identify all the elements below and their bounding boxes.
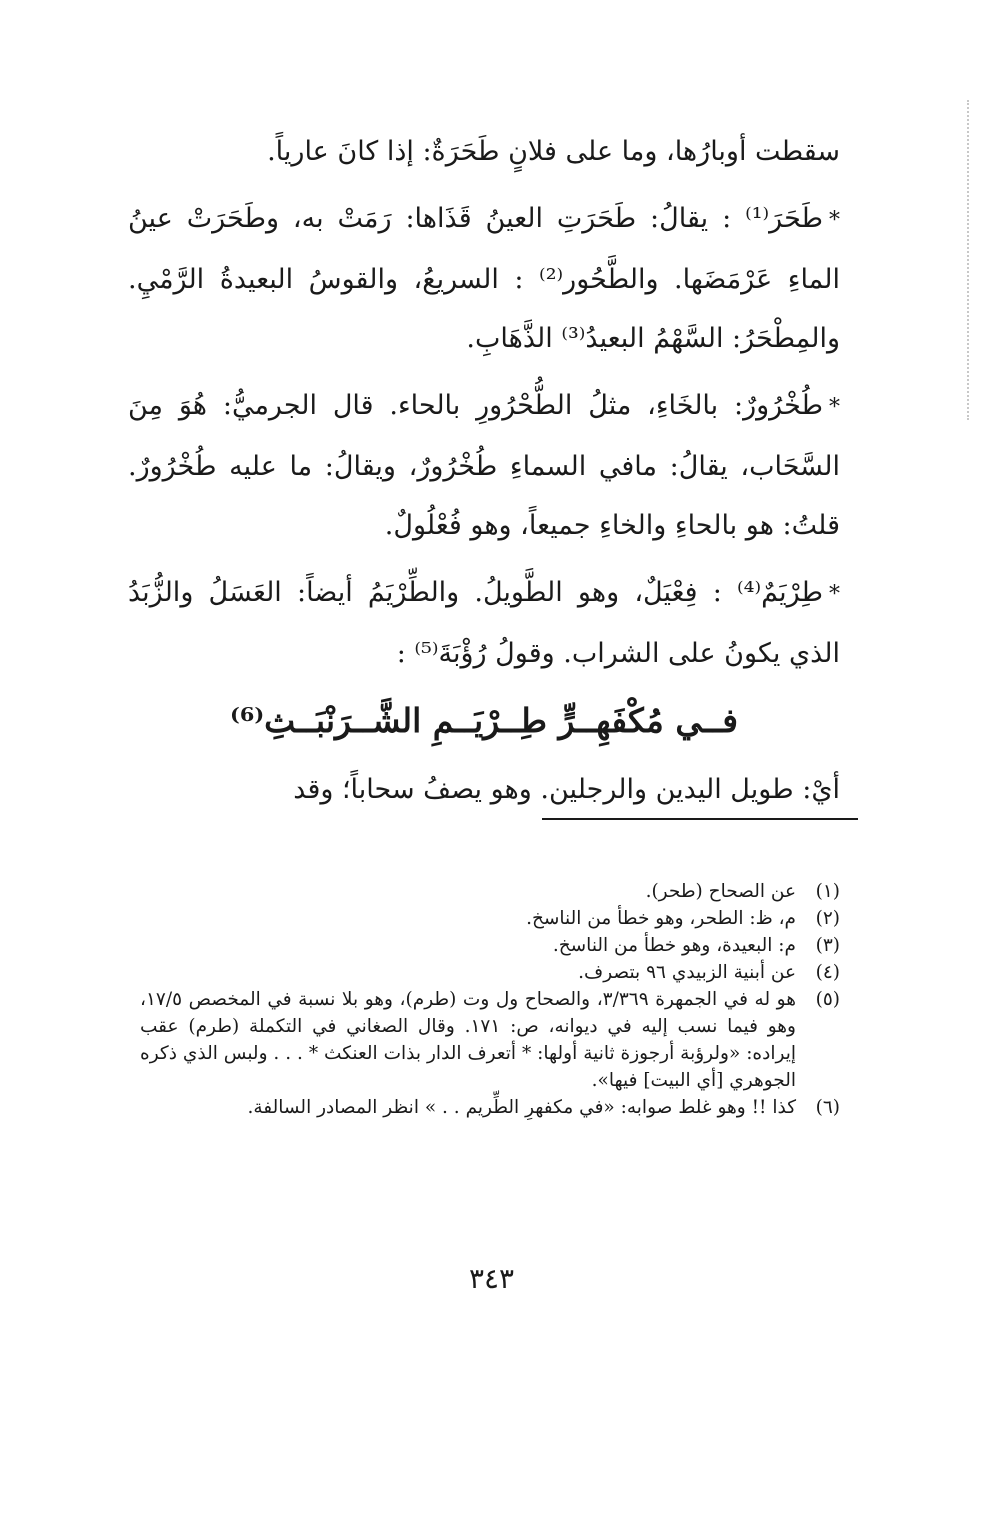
footnote-number: (٤): [815, 962, 840, 983]
footnote-text: م، ظ: الطحر، وهو خطأ من الناسخ.: [526, 908, 796, 929]
footnote-number: (١): [815, 881, 840, 902]
main-text: [128, 122, 840, 819]
footnote-text: كذا !! وهو غلط صوابه: «في مكفهرِ الطِّريم . . » انظر المصادر السالفة.: [247, 1097, 796, 1118]
footnote-text: عن الصحاح (طحر).: [645, 881, 796, 902]
footnote: [140, 986, 840, 1094]
entry-text: طُخْرُورٌ: بالخَاءِ، مثلُ الطُّحْرُورِ بالحاء. قال الجرميُّ: هُوَ مِنَ السَّحَاب، يقالُ: مافي السماءِ طُخْرُورٌ، ويقالُ: ما عليه طُخْرُورٌ. قلتُ: هو بالحاءِ والخاءِ جميعاً، وهو فُعْلُولٌ.: [128, 390, 840, 541]
continuation-line-after-verse: أيْ: طويل اليدين والرجلين. وهو يصفُ سحاباً؛ وقد: [293, 774, 840, 805]
footnote-text: هو له في الجمهرة ٣/٣٦٩، والصحاح ول وت (طرم)، وهو بلا نسبة في المخصص ١٧/٥، وهو فيما نسب إليه في ديوانه، ص: ١٧١. وقال الصغاني في التكملة (طرم) عقب إيراده: «ولرؤبة أرجوزة ثانية أولها: * أتعرف الدار بذات العنكث * . . . ولبس الذي ذكره الجوهري [أي البيت] فيها».: [140, 989, 796, 1091]
continuation-line: سقطت أوبارُها، وما على فلانٍ طَحَرَةٌ: إذا كانَ عارياً.: [267, 136, 840, 167]
scan-edge-marks: [967, 100, 971, 420]
entry-text: طِرْيَمٌ⁽⁴⁾ : فِعْيَلٌ، وهو الطَّويلُ. والطِّرْيَمُ أيضاً: العَسَلُ والزُّبَدُ الذي يكونُ على الشراب. وقولُ رُؤْبَةَ⁽⁵⁾ :: [128, 577, 840, 669]
entry-star: *: [829, 582, 840, 607]
entry-star: *: [829, 395, 840, 420]
footnote-separator: [542, 818, 858, 820]
entry-text: طَحَرَ⁽¹⁾ : يقالُ: طَحَرَتِ العينُ قَذَاها: رَمَتْ به، وطَحَرَتْ عينُ الماءِ عَرْمَضَها. والطَّحُور⁽²⁾ : السريعُ، والقوسُ البعيدةُ الرَّمْيِ. والمِطْحَرُ: السَّهْمُ البعيدُ⁽³⁾ الذَّهَابِ.: [128, 203, 841, 354]
page-number: ٣٤٣: [468, 1262, 515, 1295]
entry-tahara: [128, 189, 840, 368]
verse-line: فــي مُكْفَهِــرٍّ طِــرْيَــمِ الشَّــرَنْبَــثِ⁽⁶⁾: [230, 701, 738, 740]
footnote: [140, 905, 840, 932]
footnote: [140, 1094, 840, 1121]
footnote: [140, 959, 840, 986]
footnote: [140, 932, 840, 959]
footnote-text: م: البعيدة، وهو خطأ من الناسخ.: [552, 935, 796, 956]
footnote-number: (٢): [815, 908, 840, 929]
footnote: [140, 878, 840, 905]
footnotes: [140, 878, 840, 1121]
entry-tukhrur: [128, 376, 840, 555]
footnote-number: (٥): [815, 989, 840, 1010]
footnote-number: (٣): [815, 935, 840, 956]
entry-tiryam: [128, 563, 840, 683]
footnote-text: عن أبنية الزبيدي ٩٦ بتصرف.: [578, 962, 796, 983]
entry-star: *: [829, 208, 840, 233]
footnote-number: (٦): [815, 1097, 840, 1118]
